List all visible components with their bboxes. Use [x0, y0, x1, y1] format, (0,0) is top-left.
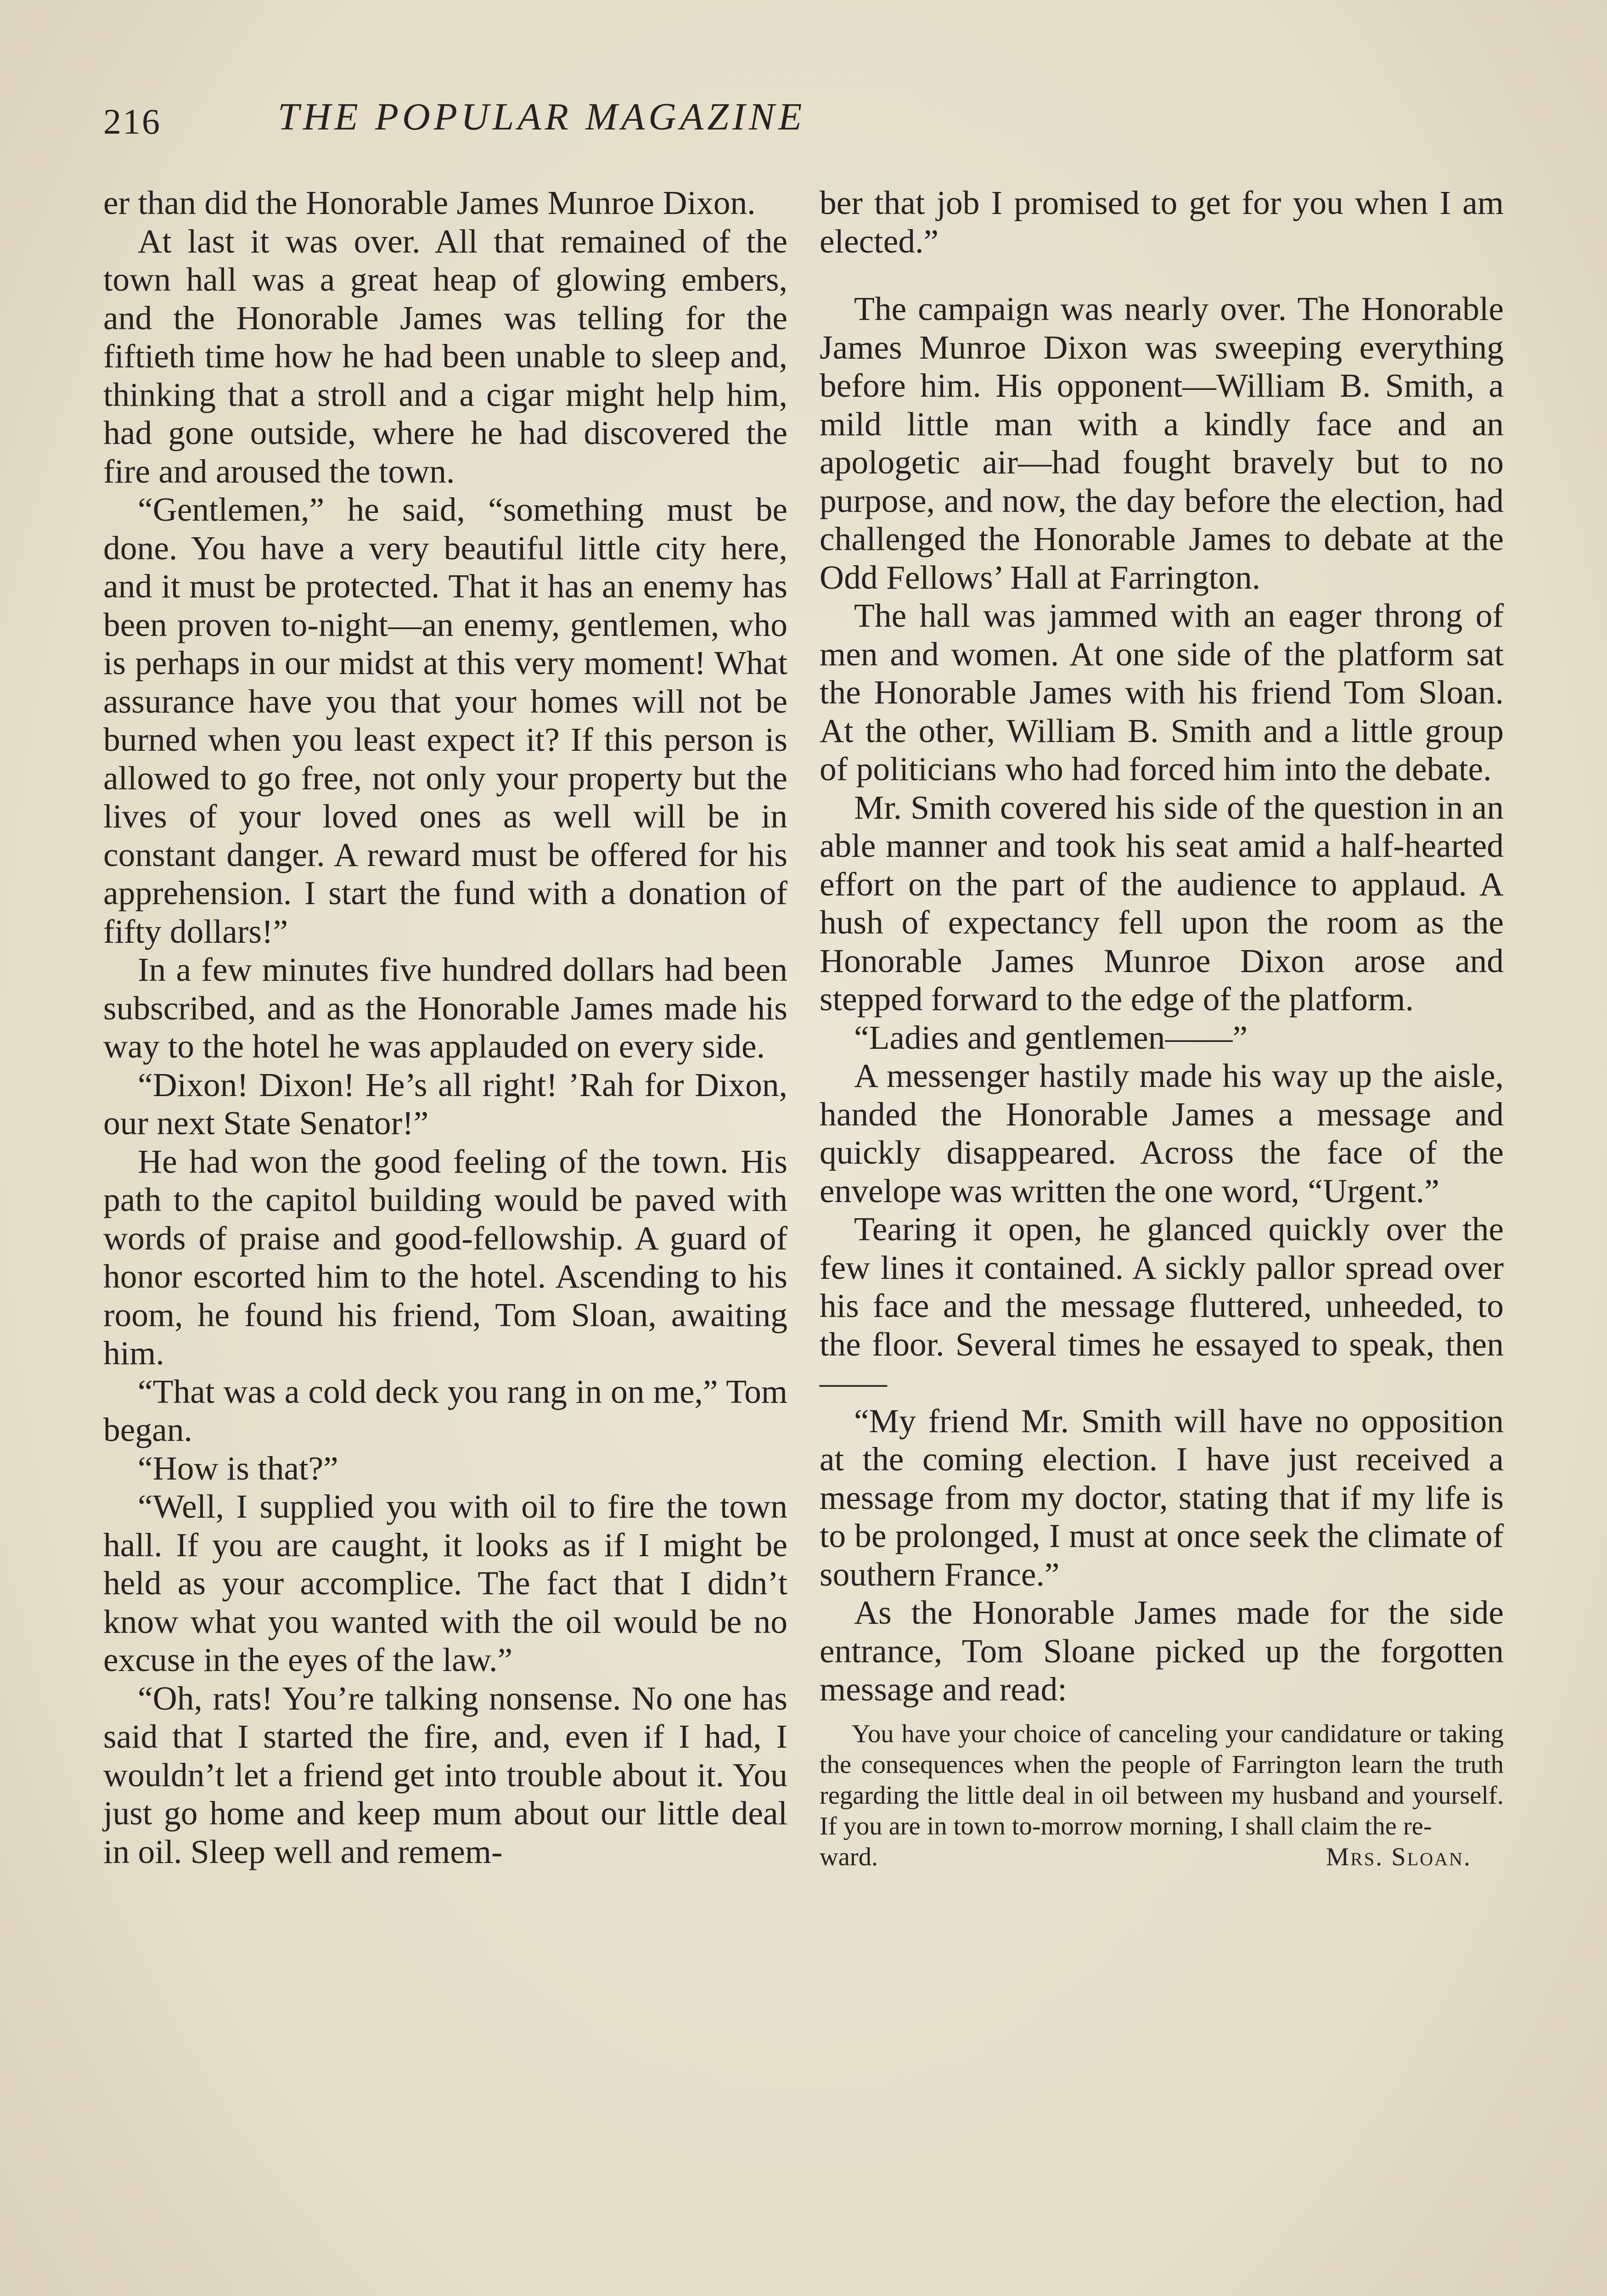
paragraph: “Oh, rats! You’re talking nonsense. No one has said that I started the fire, and, even if I had, I wouldn’t let a friend get into trouble about it. You just go home and keep mum about our little deal in oil. Sleep well and remem- — [103, 1679, 787, 1870]
paragraph: The campaign was nearly over. The Honorable James Munroe Dixon was sweeping everything before him. His opponent—William B. Smith, a mild little man with a kindly face and an apologetic air—had fought bravely but to no purpose, and now, the day before the election, had challenged the Honorable James to debate at the Odd Fellows’ Hall at Farrington. — [820, 290, 1504, 596]
paragraph: “Gentlemen,” he said, “something must be done. You have a very beautiful little city here, and it must be protected. That it has an enemy has been proven to-night—an enemy, gentlemen, who is perhaps in our midst at this very moment! What assurance have you that your homes will not be burned when you least expect it? If this person is allowed to go free, not only your property but the lives of your loved ones as well will be in constant danger. A reward must be offered for his apprehension. I start the fund with a donation of fifty dollars!” — [103, 491, 787, 950]
paragraph: As the Honorable James made for the side entrance, Tom Sloane picked up the forgotten message and read: — [820, 1594, 1504, 1708]
letter-last-word: ward. — [820, 1842, 878, 1871]
right-column — [820, 184, 1504, 1873]
paragraph: He had won the good feeling of the town. His path to the capitol building would be paved with words of praise and good-fellowship. A guard of honor escorted him to the hotel. Ascending to his room, he found his friend, Tom Sloan, awaiting him. — [103, 1142, 787, 1372]
letter-body: You have your choice of canceling your candidature or taking the consequences when the people of Farrington learn the truth regarding the little deal in oil between my husband and yourself. If you are in town to-morrow morning, I shall claim the re- — [820, 1719, 1504, 1840]
left-column — [103, 184, 787, 1871]
paragraph: ber that job I promised to get for you when I am elected.” — [820, 184, 1504, 260]
paragraph: The hall was jammed with an eager throng of men and women. At one side of the platform sat the Honorable James with his friend Tom Sloan. At the other, William B. Smith and a little group of politicians who had forced him into the debate. — [820, 597, 1504, 788]
page-header — [103, 92, 1100, 147]
paragraph: “Well, I supplied you with oil to fire the town hall. If you are caught, it looks as if I might be held as your accomplice. The fact that I didn’t know what you wanted with the oil would be no excuse in the eyes of the law.” — [103, 1488, 787, 1678]
paragraph: “That was a cold deck you rang in on me,” Tom began. — [103, 1373, 787, 1448]
paragraph: er than did the Honorable James Munroe Dixon. — [103, 184, 756, 221]
paragraph: Mr. Smith covered his side of the question in an able manner and took his seat amid a half-hearted effort on the part of the audience to applaud. A hush of expectancy fell upon the room as the Honorable James Munroe Dixon arose and stepped forward to the edge of the platform. — [820, 788, 1504, 1018]
paragraph: Tearing it open, he glanced quickly over the few lines it contained. A sickly pallor spread over his face and the message fluttered, unheeded, to the floor. Several times he essayed to speak, then—— — [820, 1210, 1504, 1401]
running-title: THE POPULAR MAGAZINE — [278, 96, 806, 138]
letter-closing — [820, 1842, 1504, 1873]
quoted-letter — [820, 1719, 1504, 1873]
letter-signature: Mrs. Sloan. — [1326, 1842, 1472, 1871]
paragraph: A messenger hastily made his way up the aisle, handed the Honorable James a message and quickly disappeared. Across the face of the envelope was written the one word, “Urgent.” — [820, 1057, 1504, 1210]
paragraph: In a few minutes five hundred dollars had been subscribed, and as the Honorable James made his way to the hotel he was applauded on every side. — [103, 951, 787, 1065]
paragraph: “Dixon! Dixon! He’s all right! ’Rah for Dixon, our next State Senator!” — [103, 1066, 787, 1142]
paragraph: “How is that?” — [138, 1449, 338, 1487]
paragraph: “My friend Mr. Smith will have no opposition at the coming election. I have just received a message from my doctor, stating that if my life is to be prolonged, I must at once seek the climate of southern France.” — [820, 1402, 1504, 1593]
paragraph: “Ladies and gentlemen——” — [854, 1019, 1248, 1056]
page-number: 216 — [103, 101, 161, 141]
paragraph: At last it was over. All that remained of the town hall was a great heap of glowing embers, and the Honorable James was telling for the fiftieth time how he had been unable to sleep and, thinking that a stroll and a cigar might help him, had gone outside, where he had discovered the fire and aroused the town. — [103, 222, 787, 490]
